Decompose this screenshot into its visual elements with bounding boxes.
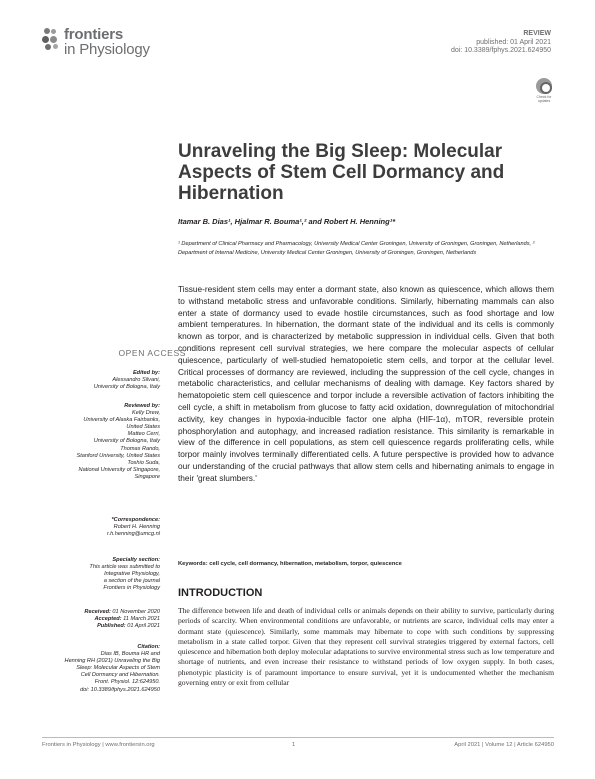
publish-date: published: 01 April 2021 [476, 38, 551, 46]
reviewed-by-label: Reviewed by: [124, 403, 160, 409]
affiliations: ¹ Department of Clinical Pharmacy and Pharmacology, University Medical Center Groningen, University of Groningen, Groningen, Netherlands, ² Department of Internal Medicine, University Medical Center Groningen, University of Groningen, Groningen, Netherlands [178, 241, 535, 256]
correspondence-email[interactable]: r.h.henning@umcg.nl [106, 531, 160, 538]
footer-issue-info: April 2021 | Volume 12 | Article 624950 [454, 742, 554, 748]
reviewer-line: United States [126, 424, 160, 431]
open-access-label: OPEN ACCESS [118, 348, 186, 358]
reviewer-line: Kelly Drew, [132, 410, 160, 417]
reviewer-line: University of Alaska Fairbanks, [83, 417, 160, 424]
abstract: Tissue-resident stem cells may enter a dormant state, also known as quiescence, which allows them to withstand metabolic stress and unfavorable conditions. Similarly, hibernating mammals can also enter a state of dormancy used to evade hostile circumstances, such as food shortage and low ambient temperatures. In hibernation, the dormant state of the individual and its cells is commonly known as torpor, and is characterized by metabolic suppression in individual cells. Given that both conditions represent cell survival strategies, we here compare the molecular aspects of cellular quiescence, particularly of well-studied hematopoietic stem cells, and torpor at the cellular level. Critical processes of dormancy are reviewed, including the suppression of the cell cycle, changes in metabolic characteristics, and cellular mechanisms of dealing with damage. Key factors shared by hematopoietic stem cell quiescence and torpor include a reversible activation of factors inhibiting the cell cycle, a shift in metabolism from glucose to fatty acid oxidation, downregulation of mitochondrial activity, key changes in hypoxia-inducible factor one alpha (HIF-1α), mTOR, reversible protein phosphorylation and autophagy, and increased radiation resistance. This similarity is remarkable in view of the difference in cell populations, as stem cell quiescence regards proliferating cells, while torpor mainly involves terminally differentiated cells. A future perspective is provided how to advance our understanding of the crucial pathways that allow stem cells and hibernating animals to engage in their 'great slumbers.' [178, 284, 554, 483]
received-label: Received: [84, 609, 111, 615]
citation-line: Dias IB, Bouma HR and [100, 651, 160, 658]
reviewed-by-block [42, 403, 160, 481]
specialty-label: Specialty section: [112, 557, 160, 563]
check-updates-button[interactable] [534, 78, 554, 102]
article-type: REVIEW [523, 30, 551, 37]
received-value: 01 November 2020 [112, 609, 160, 615]
author-list: Itamar B. Dias¹, Hjalmar R. Bouma¹,² and Robert H. Henning¹* [178, 217, 396, 226]
reviewer-line: Matteo Cerri, [127, 431, 160, 438]
reviewer-line: Stanford University, United States [76, 452, 160, 459]
article-meta [451, 30, 551, 56]
reviewer-line: University of Bologna, Italy [93, 438, 160, 445]
article-title: Unraveling the Big Sleep: Molecular Aspects of Stem Cell Dormancy and Hibernation [178, 141, 505, 204]
correspondence-block [42, 517, 160, 538]
editor-affiliation: University of Bologna, Italy [93, 384, 160, 391]
journal-logo [42, 26, 202, 66]
editor-name: Alessandro Silvani, [112, 377, 160, 384]
citation-label: Citation: [137, 644, 160, 650]
keywords-text: cell cycle, cell dormancy, hibernation, metabolism, torpor, quiescence [209, 561, 402, 567]
brand-name: frontiers [64, 26, 124, 43]
published-label: Published: [97, 623, 126, 630]
specialty-block [42, 557, 160, 592]
citation-line: Sleep: Molecular Aspects of Stem [76, 665, 160, 672]
received-date [42, 609, 160, 616]
citation-line: Henning RH (2021) Unraveling the Big [64, 658, 160, 665]
edited-by-label: Edited by: [132, 370, 160, 376]
introduction-heading: INTRODUCTION [178, 587, 263, 599]
correspondence-label: *Correspondence: [111, 517, 160, 523]
journal-name: in Physiology [64, 41, 150, 58]
check-updates-icon [536, 78, 552, 94]
reviewer-line: Toshio Suda, [127, 459, 160, 466]
specialty-line: a section of the journal [103, 578, 160, 585]
footer-divider [42, 737, 554, 738]
footer-journal-link[interactable]: Frontiers in Physiology | www.frontiersin.org [42, 742, 155, 748]
keywords [178, 561, 554, 567]
page-footer [42, 742, 554, 752]
correspondence-name: Robert H. Henning [113, 524, 160, 531]
accepted-label: Accepted: [94, 616, 122, 623]
accepted-value: 11 March 2021 [123, 616, 160, 623]
specialty-line: Integrative Physiology, [104, 571, 160, 578]
published-date [42, 623, 160, 630]
specialty-line: Frontiers in Physiology [103, 585, 160, 592]
dates-block [42, 609, 160, 630]
reviewer-line: National University of Singapore, [78, 466, 160, 473]
citation-line: Front. Physiol. 12:624950. [94, 679, 160, 686]
introduction-text: The difference between life and death of individual cells or animals depends on their ability to survive, particularly during periods of scarcity. When environmental conditions are unfavorable, or nutrients are scarce, individual cells may enter a dormant state (quiescence). Similarly, some mammals may hibernate to cope with such conditions by suppressing metabolism in a state called torpor. Given that they represent cell survival strategies triggered by external factors, cell quiescence and hibernation both deploy molecular adaptations to survive environmental stress such as low temperature and shortage of nutrients, and even increase their resistance to withstand periods of low oxygen supply. In both cases, phenotypic plasticity is of paramount importance to ensure survival, yet it is undocumented whether the mechanism governing entry or exit from cellular [178, 606, 554, 687]
citation-block [42, 644, 160, 694]
citation-doi[interactable]: doi: 10.3389/fphys.2021.624950 [80, 686, 160, 693]
page-number: 1 [292, 742, 296, 748]
frontiers-logo-icon [42, 28, 62, 54]
specialty-line: This article was submitted to [89, 564, 160, 571]
keywords-label: Keywords: [178, 561, 208, 567]
check-updates-label: Check for updates [536, 95, 552, 103]
edited-by-block [42, 370, 160, 391]
doi-link[interactable]: doi: 10.3389/fphys.2021.624950 [450, 47, 551, 54]
published-value: 01 April 2021 [127, 623, 160, 630]
accepted-date [42, 616, 160, 623]
reviewer-line: Thomas Rando, [120, 445, 160, 452]
citation-line: Cell Dormancy and Hibernation. [80, 672, 160, 679]
reviewer-line: Singapore [134, 473, 160, 480]
